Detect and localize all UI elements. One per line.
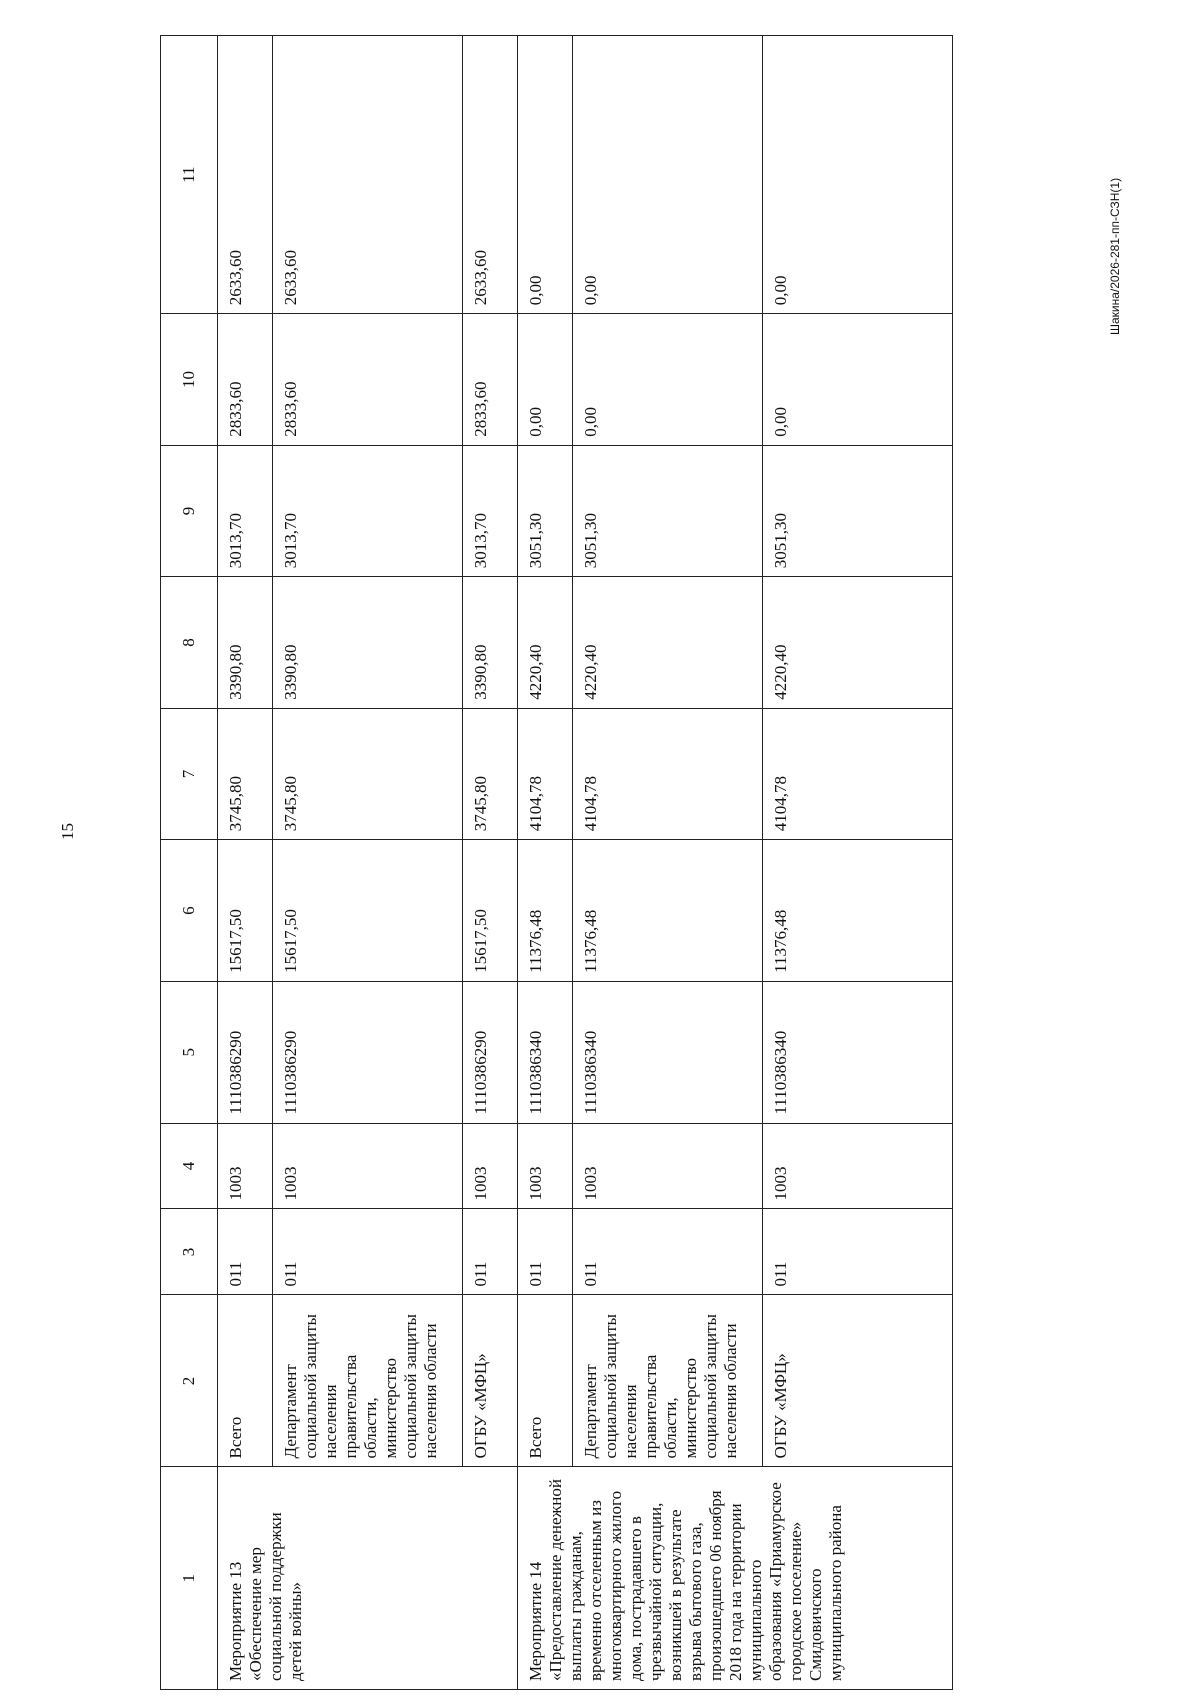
- table-row: [763, 36, 953, 1690]
- budget-table-container: [160, 35, 953, 1690]
- table-cell: 3745,80: [273, 708, 463, 840]
- table-row: [573, 36, 763, 1690]
- table-cell: ОГБУ «МФЦ»: [763, 1295, 953, 1467]
- table-cell: 1003: [218, 1123, 273, 1209]
- header-cell: 5: [161, 981, 218, 1123]
- header-cell: 7: [161, 708, 218, 840]
- table-cell: 2633,60: [218, 36, 273, 314]
- table-cell: 3390,80: [218, 577, 273, 709]
- table-cell: 4104,78: [573, 708, 763, 840]
- table-cell: 0,00: [573, 314, 763, 446]
- header-cell: 4: [161, 1123, 218, 1209]
- table-row: [273, 36, 463, 1690]
- table-row: [463, 36, 518, 1690]
- table-cell: 1110386340: [573, 981, 763, 1123]
- table-cell: 1110386340: [763, 981, 953, 1123]
- header-row: [161, 36, 218, 1690]
- table-cell: 11376,48: [518, 840, 573, 982]
- page-number: 15: [58, 823, 77, 840]
- document-footer-code: Шакина/2026-281-пп-СЗН(1): [1108, 177, 1122, 335]
- table-cell: 1110386290: [218, 981, 273, 1123]
- table-cell: 3745,80: [463, 708, 518, 840]
- table-cell: 1003: [463, 1123, 518, 1209]
- table-cell: 011: [763, 1209, 953, 1295]
- header-cell: 11: [161, 36, 218, 314]
- table-cell: 2833,60: [218, 314, 273, 446]
- table-cell: 2633,60: [273, 36, 463, 314]
- table-cell: Всего: [518, 1295, 573, 1467]
- header-cell: 2: [161, 1295, 218, 1467]
- measure-14-title: Мероприятие 14 «Предоставление денежной выплаты гражданам, временно отселенным из многоквартирного жилого дома, пострадавшего в чрезвычайной ситуации, возникшей в результате взрыва бытового газа, произошедшего 06 ноября 2018 года на территории муниципального образования «Приамурское городское поселение» Смидовичского муниципального района: [518, 1467, 953, 1690]
- table-cell: Департамент социальной защиты населения правительства области, министерство социальной защиты населения области: [273, 1295, 463, 1467]
- table-cell: 011: [573, 1209, 763, 1295]
- table-cell: 11376,48: [763, 840, 953, 982]
- table-cell: 1110386290: [463, 981, 518, 1123]
- table-cell: 1003: [763, 1123, 953, 1209]
- table-cell: 011: [273, 1209, 463, 1295]
- table-cell: 3051,30: [763, 445, 953, 577]
- header-cell: 3: [161, 1209, 218, 1295]
- table-cell: 15617,50: [463, 840, 518, 982]
- table-cell: 1110386340: [518, 981, 573, 1123]
- table-cell: 4220,40: [763, 577, 953, 709]
- table-cell: 1003: [518, 1123, 573, 1209]
- table-cell: Департамент социальной защиты населения правительства области, министерство социальной защиты населения области: [573, 1295, 763, 1467]
- table-cell: 4104,78: [763, 708, 953, 840]
- table-cell: 011: [463, 1209, 518, 1295]
- table-cell: 1003: [273, 1123, 463, 1209]
- table-cell: 1110386290: [273, 981, 463, 1123]
- table-cell: 0,00: [763, 36, 953, 314]
- table-cell: 3051,30: [573, 445, 763, 577]
- header-cell: 6: [161, 840, 218, 982]
- table-cell: 2833,60: [273, 314, 463, 446]
- table-cell: 3051,30: [518, 445, 573, 577]
- measure-13-title: Мероприятие 13 «Обеспечение мер социальной поддержки детей войны»: [218, 1467, 518, 1690]
- header-cell: 10: [161, 314, 218, 446]
- table-cell: 2833,60: [463, 314, 518, 446]
- table-row: [218, 36, 273, 1690]
- header-cell: 9: [161, 445, 218, 577]
- table-cell: Всего: [218, 1295, 273, 1467]
- table-cell: 0,00: [518, 36, 573, 314]
- table-cell: 3390,80: [273, 577, 463, 709]
- table-cell: 15617,50: [273, 840, 463, 982]
- table-cell: 3013,70: [218, 445, 273, 577]
- table-cell: 011: [218, 1209, 273, 1295]
- table-cell: 15617,50: [218, 840, 273, 982]
- table-cell: 3013,70: [463, 445, 518, 577]
- table-cell: 11376,48: [573, 840, 763, 982]
- table-cell: 4104,78: [518, 708, 573, 840]
- table-cell: 3390,80: [463, 577, 518, 709]
- table-cell: ОГБУ «МФЦ»: [463, 1295, 518, 1467]
- table-cell: 4220,40: [518, 577, 573, 709]
- table-cell: 0,00: [518, 314, 573, 446]
- budget-table: [160, 35, 953, 1690]
- table-cell: 2633,60: [463, 36, 518, 314]
- table-cell: 4220,40: [573, 577, 763, 709]
- header-cell: 1: [161, 1467, 218, 1690]
- table-cell: 0,00: [763, 314, 953, 446]
- header-cell: 8: [161, 577, 218, 709]
- table-row: [518, 36, 573, 1690]
- table-cell: 011: [518, 1209, 573, 1295]
- table-cell: 3013,70: [273, 445, 463, 577]
- table-cell: 1003: [573, 1123, 763, 1209]
- table-cell: 0,00: [573, 36, 763, 314]
- table-cell: 3745,80: [218, 708, 273, 840]
